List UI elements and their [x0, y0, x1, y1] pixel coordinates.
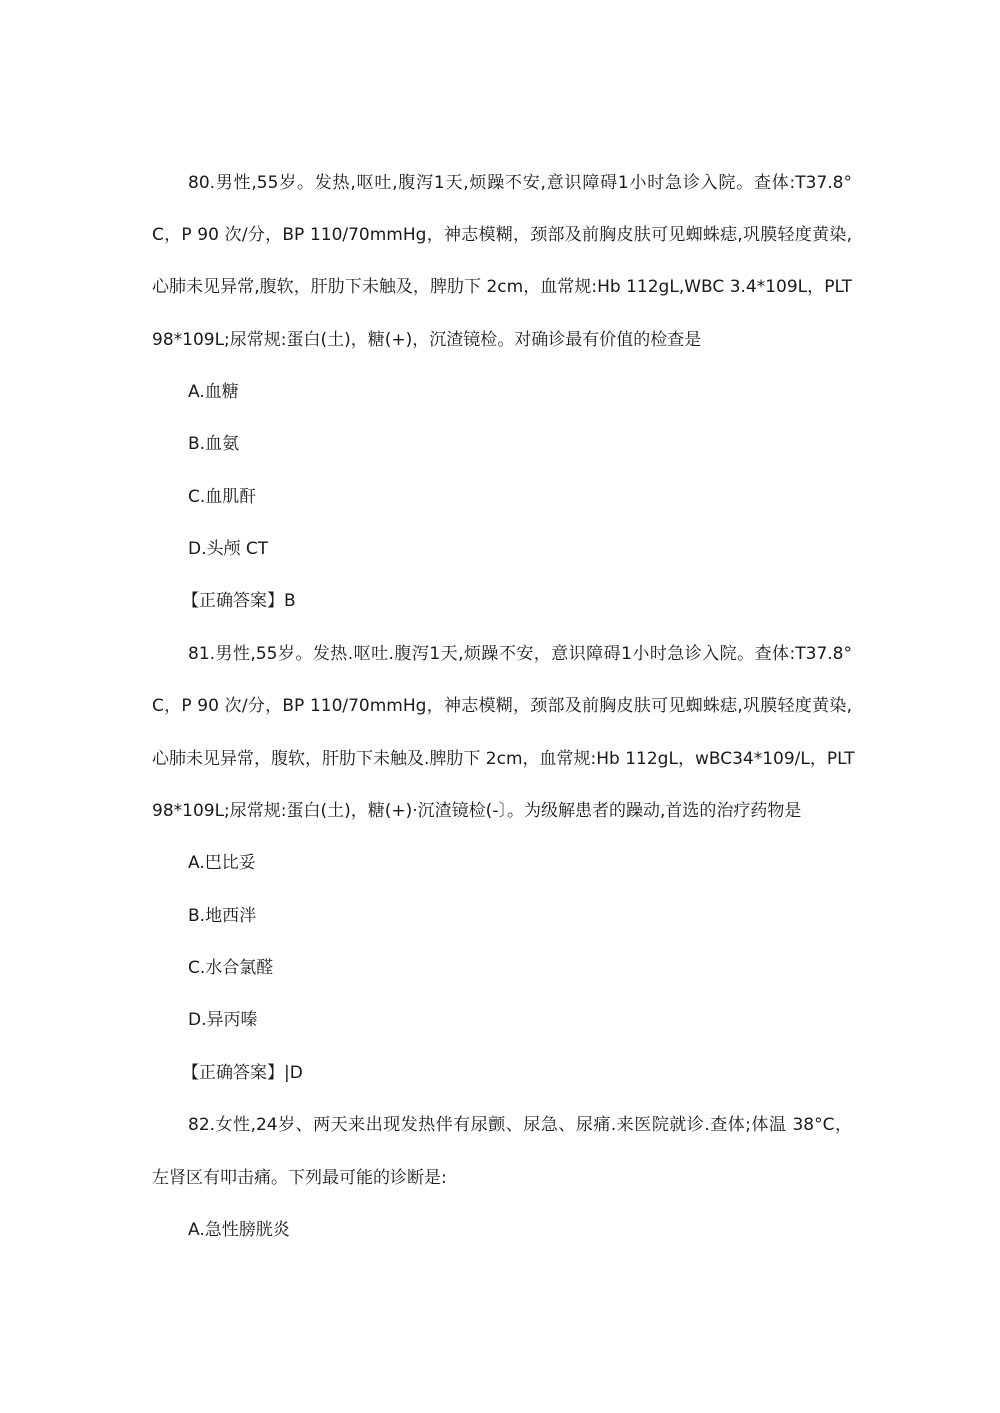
q81-stem-line-3: 心肺未见异常，腹软，肝肋下未触及.脾肋下 2cm，血常规:Hb 112gL，wBC34*109/L，PLT	[152, 749, 855, 769]
q81-option-c: C.水合氯醛	[188, 958, 274, 978]
q81-option-a: A.巴比妥	[188, 853, 256, 873]
q80-option-a: A.血糖	[188, 382, 239, 402]
q81-correct-answer: 【正确答案】|D	[182, 1063, 303, 1083]
q81-stem-line-2: C，P 90 次/分，BP 110/70mmHg，神志模糊，颈部及前胸皮肤可见蜘蛛痣,巩膜轻度黄染,	[152, 696, 852, 716]
q80-stem-line-1: 80.男性,55岁。发热,呕吐,腹泻1天,烦躁不安,意识障碍1小时急诊入院。查体:T37.8°	[188, 173, 852, 193]
q80-option-d: D.头颅 CT	[188, 539, 269, 559]
q82-stem-line-1: 82.女性,24岁、两天来出现发热伴有尿颤、尿急、尿痛.来医院就诊.查体;体温 38°C，	[188, 1115, 852, 1135]
q80-option-b: B.血氨	[188, 434, 240, 454]
q82-stem-line-2: 左肾区有叩击痛。下列最可能的诊断是:	[152, 1168, 447, 1188]
q81-stem-line-1: 81.男性,55岁。发热.呕吐.腹泻1天,烦躁不安，意识障碍1小时急诊入院。查体:T37.8°	[188, 644, 852, 664]
q80-stem-line-4: 98*109L;尿常规:蛋白(土)，糖(+)，沉渣镜检。对确诊最有价值的检查是	[152, 330, 702, 350]
q82-option-a: A.急性膀胱炎	[188, 1220, 290, 1240]
q80-option-c: C.血肌酐	[188, 487, 257, 507]
q80-stem-line-3: 心肺未见异常,腹软，肝肋下未触及，脾肋下 2cm，血常规:Hb 112gL,WBC 3.4*109L，PLT	[152, 277, 852, 297]
q80-correct-answer: 【正确答案】B	[182, 591, 296, 611]
q81-option-d: D.异丙嗪	[188, 1010, 258, 1030]
q81-option-b: B.地西泮	[188, 906, 257, 926]
q81-stem-line-4: 98*109L;尿常规:蛋白(土)，糖(+)·沉渣镜检(-〕。为级解患者的躁动,首选的治疗药物是	[152, 801, 802, 821]
q80-stem-line-2: C，P 90 次/分，BP 110/70mmHg，神志模糊，颈部及前胸皮肤可见蜘蛛痣,巩膜轻度黄染,	[152, 225, 852, 245]
